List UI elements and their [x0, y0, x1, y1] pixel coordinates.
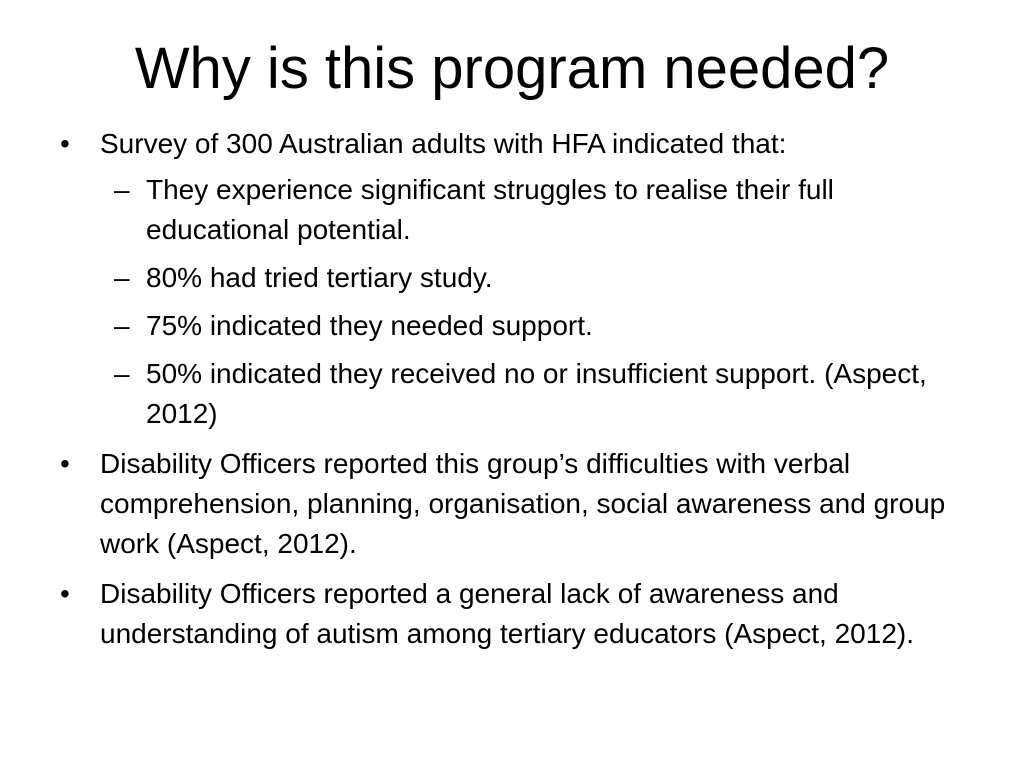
- bullet-text: Survey of 300 Australian adults with HFA indicated that:: [100, 128, 787, 159]
- bullet-disability-officers-difficulties: [60, 444, 980, 564]
- sub-bullet-marker: –: [114, 358, 130, 389]
- sub-bullet-needed-support: [114, 306, 980, 346]
- sub-bullet-tertiary-study: [114, 258, 980, 298]
- sub-bullet-text: 50% indicated they received no or insufficient support. (Aspect, 2012): [146, 358, 927, 429]
- sub-bullet-struggles: [114, 170, 980, 250]
- sub-bullet-marker: –: [114, 262, 130, 293]
- bullet-marker: •: [60, 578, 70, 609]
- bullet-disability-officers-awareness: [60, 574, 980, 654]
- sub-bullet-marker: –: [114, 174, 130, 205]
- sub-bullet-text: 80% had tried tertiary study.: [146, 262, 493, 293]
- bullet-text: Disability Officers reported this group’s difficulties with verbal comprehension, planning, organisation, social awareness and group work (Aspect, 2012).: [100, 448, 946, 559]
- sub-bullet-marker: –: [114, 310, 130, 341]
- bullet-marker: •: [60, 128, 70, 159]
- slide-title: Why is this program needed?: [134, 36, 890, 101]
- sub-bullet-text: They experience significant struggles to realise their full educational potential.: [146, 174, 834, 245]
- bullet-marker: •: [60, 448, 70, 479]
- bullet-survey: [60, 124, 980, 434]
- bullet-text: Disability Officers reported a general lack of awareness and understanding of autism among tertiary educators (Aspect, 2012).: [100, 578, 914, 649]
- sub-bullet-insufficient-support: [114, 354, 980, 434]
- sub-bullet-text: 75% indicated they needed support.: [146, 310, 593, 341]
- sub-bullet-list: [114, 170, 980, 434]
- slide-body: [60, 124, 980, 664]
